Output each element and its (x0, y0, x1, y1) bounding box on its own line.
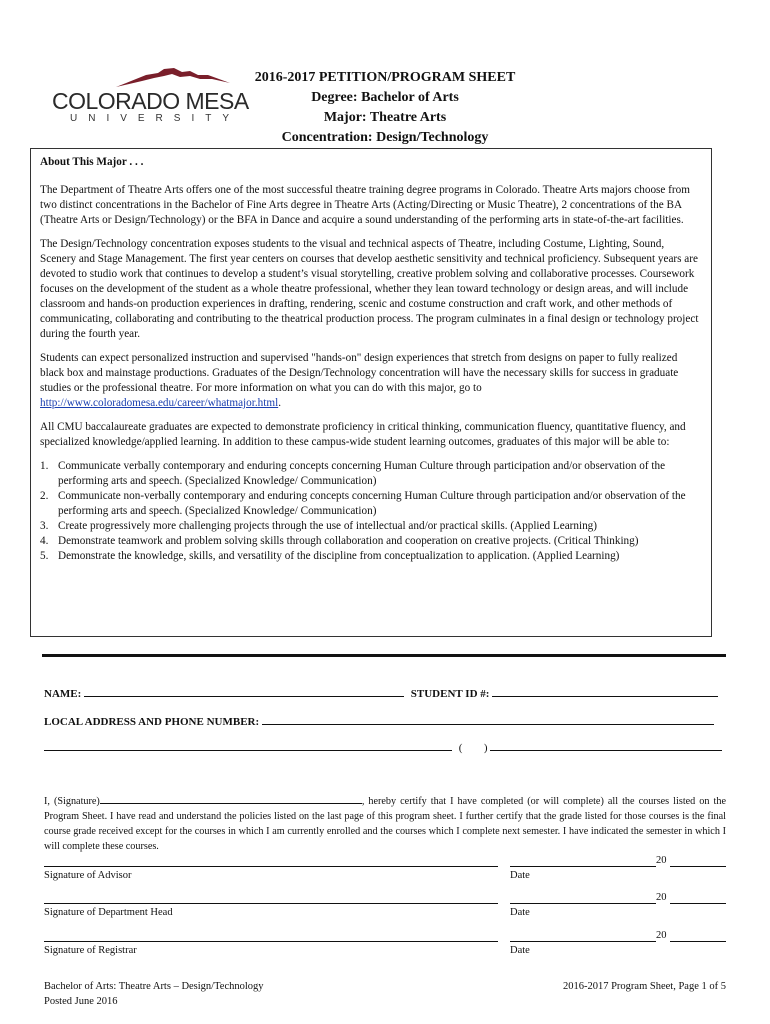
department-head-year-field[interactable] (670, 903, 726, 904)
department-head-signature-field[interactable] (44, 903, 498, 904)
university-logo (52, 66, 249, 128)
list-item (40, 489, 702, 519)
list-item (40, 534, 702, 549)
registrar-signature-label: Signature of Registrar (44, 945, 137, 956)
year-prefix: 20 (656, 930, 667, 941)
advisor-signature-label: Signature of Advisor (44, 870, 132, 881)
item-number: 3. (40, 520, 49, 532)
name-field[interactable] (84, 686, 404, 697)
certify-body: , hereby certify that I have completed (or will complete) all the courses listed on the Program Sheet. I have read and understand the policies listed on the last page of this program sheet. I further certify that the grade listed for those courses is the final course grade received except for the courses in which I am currently enrolled and the courses which I complete next semester. I have indicated the semester in which I will complete these courses. (44, 796, 726, 852)
footer-posted: Posted June 2016 (44, 996, 118, 1007)
address-field-2[interactable] (44, 740, 452, 751)
phone-close: ) (483, 742, 488, 754)
about-paragraph-2: The Design/Technology concentration exposes students to the visual and technical aspects of Theatre, including Costume, Lighting, Sound, Scenery and Stage Management. The first year centers on courses that develop aesthetic sensitivity and technical proficiency. Subsequent years are devoted to studio work that continues to develop a student’s visual storytelling, creative problem solving and collaborative processes. Coursework focuses on the development of the student as a whole theatre professional, whether they lean toward technology or design areas, and will include classroom and hands-on production experiences in drafting, rendering, scenic and costume construction and craft work, and other methods of communicating, collaborating and contributing to the theatrical production process. The program culminates in a final design or technology project during the fourth year. (40, 238, 699, 340)
concentration-line: Concentration: Design/Technology (281, 130, 489, 145)
department-head-date-label: Date (510, 907, 530, 918)
list-item (40, 459, 702, 489)
item-text: Communicate verbally contemporary and enduring concepts concerning Human Culture through participation and/or observation of the performing arts and speech. (Specialized Knowledge/ Communication) (58, 460, 666, 487)
item-text: Create progressively more challenging projects through the use of intellectual and/or practical skills. (Applied Learning) (58, 520, 597, 532)
address-row (44, 714, 714, 728)
list-item (40, 549, 702, 564)
section-divider (42, 654, 726, 657)
student-id-label: STUDENT ID #: (410, 688, 490, 700)
address-field[interactable] (262, 714, 714, 725)
student-id-field[interactable] (492, 686, 718, 697)
advisor-date-label: Date (510, 870, 530, 881)
item-number: 1. (40, 460, 49, 472)
certify-signature-field[interactable] (100, 793, 362, 804)
phone-field[interactable] (490, 740, 722, 751)
logo-name: COLORADO MESA (52, 88, 249, 114)
logo-subtitle: UNIVERSITY (70, 113, 241, 124)
footer-page-number: 2016-2017 Program Sheet, Page 1 of 5 (562, 981, 726, 992)
outcomes-list (40, 459, 702, 564)
year-prefix: 20 (656, 892, 667, 903)
registrar-signature-field[interactable] (44, 941, 498, 942)
degree-line: Degree: Bachelor of Arts (311, 90, 459, 105)
about-paragraph-3-text: Students can expect personalized instruction and supervised "hands-on" design experiences that stretch from designs on paper to fully realized black box and mainstage productions. Graduates of the Design/Technology concentration will have the necessary skills for success in graduate studies or the professional theatre. For more information on what you can do with this major, go to (40, 352, 679, 394)
item-text: Communicate non-verbally contemporary and enduring concepts concerning Human Culture through participation and/or observation of the performing arts and speech. (Specialized Knowledge/ Communication) (58, 490, 686, 517)
about-paragraph-1: The Department of Theatre Arts offers one of the most successful theatre training degree programs in Colorado. Theatre Arts majors choose from two distinct concentrations in the Bachelor of Fine Arts degree in Theatre Arts (Acting/Directing or Music Theatre), 2 concentrations of the BA (Theatre Arts or Design/Technology) or the BFA in Dance and acquire a sound understanding of the performing arts in state-of-the-art facilities. (40, 184, 690, 226)
link-period: . (278, 397, 281, 409)
phone-open: ( (458, 742, 463, 754)
footer-program: Bachelor of Arts: Theatre Arts – Design/Technology (44, 981, 264, 992)
footer-left (44, 979, 264, 1009)
mesa-icon (116, 66, 230, 88)
advisor-date-field[interactable] (510, 866, 656, 867)
department-head-signature-label: Signature of Department Head (44, 907, 173, 918)
address-row-2 (44, 740, 722, 754)
registrar-date-label: Date (510, 945, 530, 956)
advisor-year-field[interactable] (670, 866, 726, 867)
item-text: Demonstrate the knowledge, skills, and versatility of the discipline from conceptualization to application. (Applied Learning) (58, 550, 620, 562)
certify-prefix: I, (Signature) (44, 796, 100, 807)
year-prefix: 20 (656, 855, 667, 866)
registrar-year-field[interactable] (670, 941, 726, 942)
about-paragraph-3 (40, 351, 702, 411)
career-link[interactable]: http://www.coloradomesa.edu/career/whatmajor.html (40, 397, 279, 409)
item-number: 5. (40, 550, 49, 562)
item-number: 4. (40, 535, 49, 547)
about-paragraph-4: All CMU baccalaureate graduates are expected to demonstrate proficiency in critical thinking, communication fluency, quantitative fluency, and specialized knowledge/applied learning. In addition to these campus-wide student learning outcomes, graduates of this major will be able to: (40, 421, 686, 448)
department-head-date-field[interactable] (510, 903, 656, 904)
registrar-date-field[interactable] (510, 941, 656, 942)
about-box (30, 148, 712, 637)
name-label: NAME: (44, 688, 82, 700)
about-title: About This Major . . . (40, 156, 144, 168)
list-item (40, 519, 702, 534)
title-line: 2016-2017 PETITION/PROGRAM SHEET (254, 70, 516, 85)
item-number: 2. (40, 490, 49, 502)
certification-text (44, 793, 726, 854)
address-label: LOCAL ADDRESS AND PHONE NUMBER: (44, 716, 260, 728)
name-row (44, 686, 718, 700)
item-text: Demonstrate teamwork and problem solving skills through collaboration and cooperation on creative projects. (Critical Thinking) (58, 535, 639, 547)
page-title (250, 68, 520, 148)
advisor-signature-field[interactable] (44, 866, 498, 867)
major-line: Major: Theatre Arts (323, 110, 447, 125)
